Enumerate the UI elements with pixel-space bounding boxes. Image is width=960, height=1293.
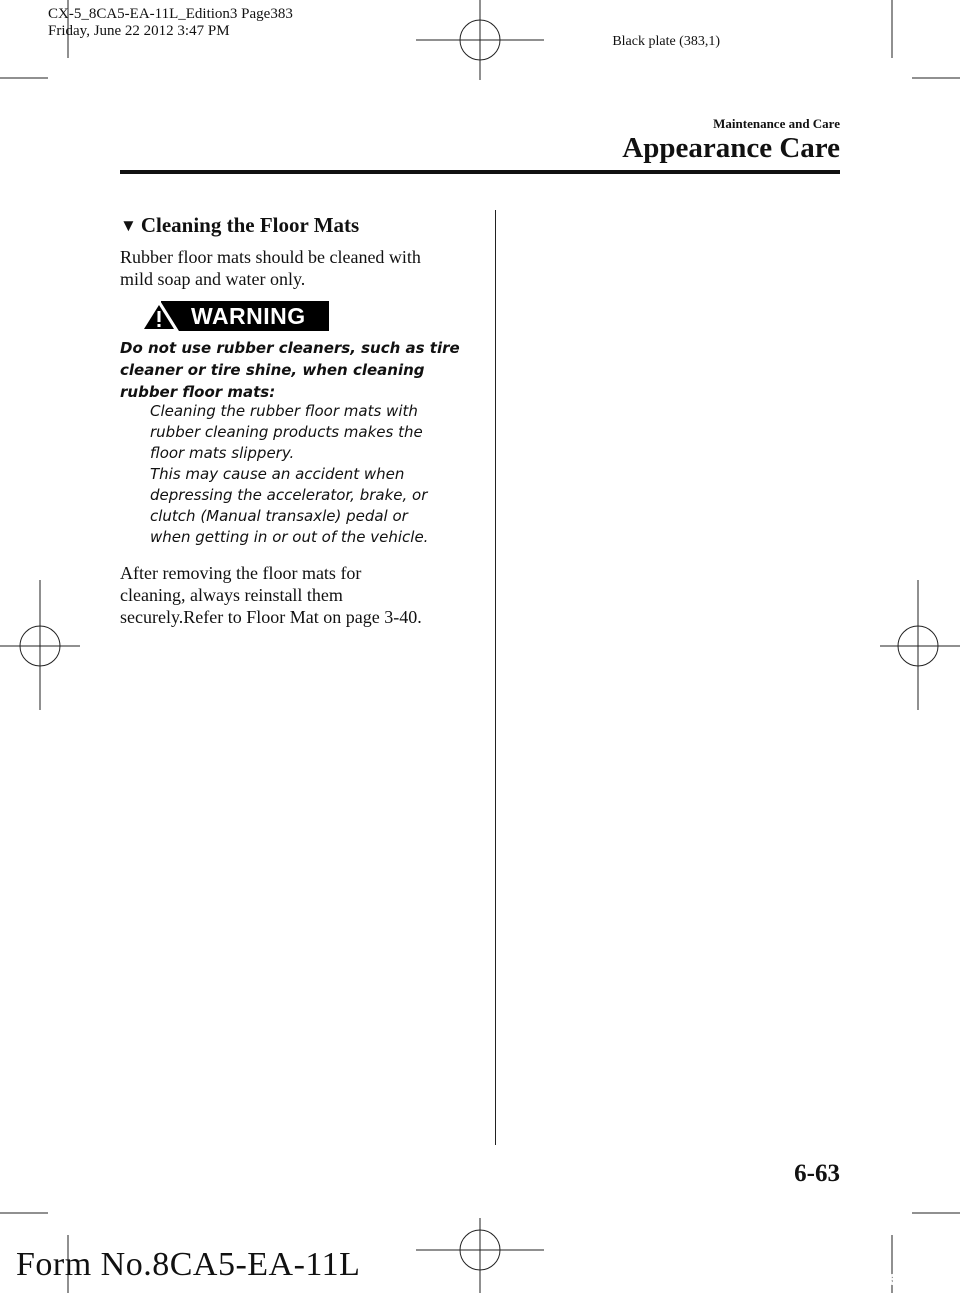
warning-body-line: This may cause an accident when <box>150 465 405 483</box>
heading-triangle-icon: ▼ <box>120 215 137 235</box>
section-heading <box>120 213 472 238</box>
section-title: Appearance Care <box>622 132 840 164</box>
warning-triangle-icon <box>137 298 181 334</box>
page-number: 6-63 <box>794 1160 840 1187</box>
intro-line: Rubber floor mats should be cleaned with <box>120 247 421 267</box>
warning-body-line: rubber cleaning products makes the <box>150 423 423 441</box>
warning-lead-line: cleaner or tire shine, when cleaning <box>120 361 425 379</box>
warning-label: WARNING <box>191 302 306 329</box>
watermark: carmanualsonline.info <box>701 1266 952 1290</box>
section-label: Maintenance and Care <box>713 116 840 131</box>
warning-badge <box>161 301 329 331</box>
heading-text: Cleaning the Floor Mats <box>140 213 360 237</box>
print-meta <box>48 6 293 40</box>
after-line: After removing the floor mats for <box>120 563 362 583</box>
warning-lead-line: Do not use rubber cleaners, such as tire <box>120 339 460 357</box>
warning-body-line: Cleaning the rubber floor mats with <box>150 402 418 420</box>
after-line: securely.Refer to Floor Mat on page 3-40. <box>120 607 422 627</box>
intro-line: mild soap and water only. <box>120 269 306 289</box>
warning-body <box>150 401 480 548</box>
warning-lead <box>120 337 472 403</box>
intro-paragraph <box>120 246 472 290</box>
column-divider <box>495 210 496 1145</box>
header-rule <box>120 170 840 174</box>
print-meta-line2: Friday, June 22 2012 3:47 PM <box>48 23 230 39</box>
after-line: cleaning, always reinstall them <box>120 585 343 605</box>
form-number: Form No.8CA5-EA-11L <box>16 1246 361 1283</box>
warning-body-line: clutch (Manual transaxle) pedal or <box>150 507 408 525</box>
warning-body-line: floor mats slippery. <box>150 444 295 462</box>
warning-body-line: depressing the accelerator, brake, or <box>150 486 428 504</box>
warning-lead-line: rubber floor mats: <box>120 383 276 401</box>
print-meta-line1: CX-5_8CA5-EA-11L_Edition3 Page383 <box>48 6 293 22</box>
warning-body-line: when getting in or out of the vehicle. <box>150 528 429 546</box>
plate-label: Black plate (383,1) <box>612 34 720 49</box>
after-paragraph <box>120 562 472 628</box>
